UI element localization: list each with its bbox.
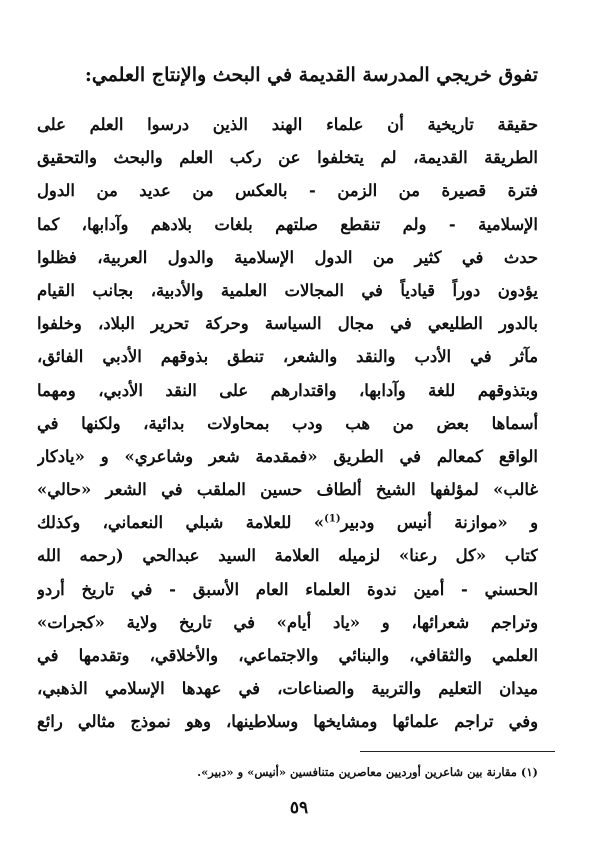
text-line: أسماها بعض من هب ودب بمحاولات بدائية، ولكنها في <box>37 413 538 433</box>
text-line: مآثر في الأدب والنقد والشعر، تنطق بذوقهم الأدبي الفائق، <box>37 347 538 367</box>
text-line: الإسلامية - ولم تنقطع صلتهم بلغات بلادهم وآدابها، كما <box>37 214 538 234</box>
page-number: ٥٩ <box>289 798 309 818</box>
text-line: وتراجم شعرائها، و «ياد أيام» في تاريخ ولاية «كجرات» <box>37 612 538 632</box>
text-line: الحسني - أمين ندوة العلماء العام الأسبق - في تاريخ أردو <box>37 579 538 599</box>
text-line: الطريقة القديمة، لم يتخلفوا عن ركب العلم والبحث والتحقيق <box>37 148 538 168</box>
text-line: بالدور الطليعي في مجال السياسة وحركة تحرير البلاد، وخلفوا <box>37 314 538 334</box>
text-line: العلمي والثقافي، والبنائي والاجتماعي، والأخلاقي، وتقدمها في <box>37 646 538 665</box>
text-line: ميدان التعليم والتربية والصناعات، في عهدها الإسلامي الذهبي، <box>37 679 538 699</box>
footnote: (١) مقارنة بين شاعرين أورديين معاصرين متنافسين «أنيس» و «دبير». <box>197 765 538 779</box>
text-line: غالب» لمؤلفها الشيخ ألطاف حسين الملقب في الشعر «حالي» <box>37 480 538 500</box>
footnote-reference: (1) <box>324 513 341 525</box>
text-line: وبتذوقهم للغة وآدابها، واقتدارهم على النقد الأدبي، ومهما <box>37 380 538 400</box>
text-line: الواقع كمعالم في الطريق «فمقدمة شعر وشاعري» و «يادكار <box>37 446 538 466</box>
text-segment: و «موازنة أنيس ودبير <box>340 513 538 533</box>
text-line-with-footnote <box>37 506 538 539</box>
text-line: يؤدون دوراً قيادياً في المجالات العلمية والأدبية، بجانب القيام <box>37 280 538 300</box>
body-text <box>37 108 538 739</box>
text-line: حقيقة تاريخية أن علماء الهند الذين درسوا العلم على <box>37 115 538 134</box>
text-line: حدث في كثير من الدول الإسلامية والدول العربية، فظلوا <box>37 247 538 267</box>
text-line: كتاب «كل رعنا» لزميله العلامة السيد عبدالحي (رحمه الله <box>37 546 538 566</box>
section-heading: تفوق خريجي المدرسة القديمة في البحث والإنتاج العلمي: <box>84 64 538 86</box>
text-line: وفي تراجم علمائها ومشايخها وسلاطينها، وهو نموذج مثالي رائع <box>37 712 538 732</box>
text-line: فترة قصيرة من الزمن - بالعكس من عديد من الدول <box>37 181 538 201</box>
text-segment: » للعلامة شبلي النعماني، وكذلك <box>37 513 325 533</box>
footnote-divider <box>360 751 555 752</box>
